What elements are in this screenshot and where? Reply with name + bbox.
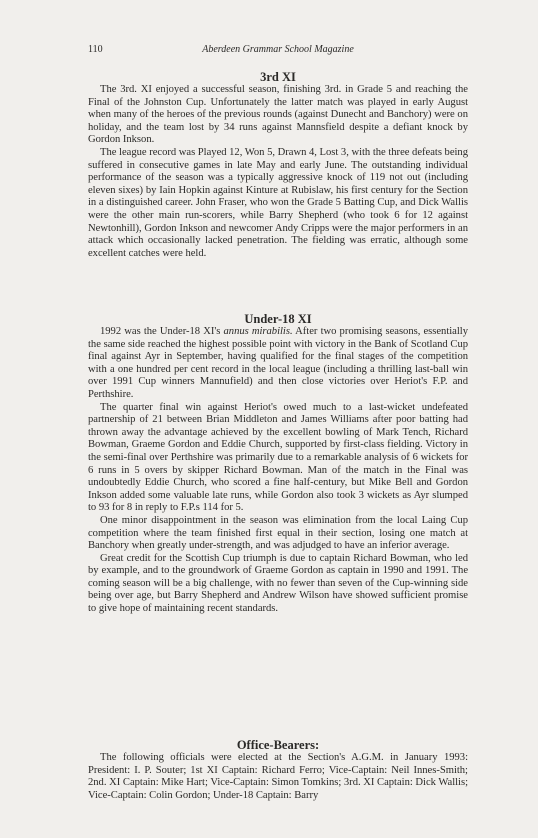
page-number: 110 bbox=[88, 44, 103, 55]
paragraph: The 3rd. XI enjoyed a successful season, finishing 3rd. in Grade 5 and reaching the Final of the Johnston Cup. Unfortunately the latter match was played in early August when many of the heroes of the previous rounds (against Dunecht and Banchory) were on holiday, and the team lost by 34 runs against Mannsfield despite a defiant knock by Gordon Inkson. bbox=[88, 84, 468, 146]
paragraph: The league record was Played 12, Won 5, Drawn 4, Lost 3, with the three defeats being suffered in consecutive games in late May and early June. The outstanding individual performance of the season was a typically aggressive knock of 119 not out (including eleven sixes) by Iain Hopkin against Kinture at Rubislaw, his first century for the Section in a distinguished career. John Fraser, who won the Grade 5 Batting Cup, and Dick Wallis were the other main run-scorers, while Barry Shepherd (who took 6 for 12 against Newtonhill), Gordon Inkson and newcomer Andy Cripps were the major performers in an attack which occasionally lacked penetration. The fielding was erratic, although some excellent catches were held. bbox=[88, 146, 468, 259]
paragraph bbox=[88, 326, 468, 402]
italic-phrase: annus mirabilis. bbox=[223, 326, 293, 337]
paragraph: One minor disappointment in the season was elimination from the local Laing Cup competition where the team finished first equal in their section, losing one match at Banchory when greatly under-strength, and was adjudged to have an inferior average. bbox=[88, 514, 468, 552]
section-heading: 3rd XI bbox=[260, 70, 296, 84]
paragraph: Great credit for the Scottish Cup triumph is due to captain Richard Bowman, who led by example, and to the groundwork of Graeme Gordon as captain in 1990 and 1991. The coming season will be a big challenge, with no fewer than seven of the Cup-winning side being over age, but Barry Shepherd and Andrew Wilson have showed sufficient promise to give hope of maintaining recent standards. bbox=[88, 552, 468, 615]
paragraph: The following officials were elected at the Section's A.G.M. in January 1993: President: I. P. Souter; 1st XI Captain: Richard Ferro; Vice-Captain: Neil Innes-Smith; 2nd. XI Captain: Mike Hart; Vice-Captain: Simon Tomkins; 3rd. XI Captain: Dick Wallis; Vice-Captain: Colin Gordon; Under-18 Captain: Barry bbox=[88, 752, 468, 801]
text-run: After two promising seasons, essentially the same side reached the highest possible point with victory in the Bank of Scotland Cup final against Ayr in September, having qualified for the final stages of the competition with a one hundred per cent record in the local league (including a thrilling last-ball win over 1991 Cup winners Mannufield) and then close victories over Heriot's F.P. and Perthshire. bbox=[88, 326, 468, 400]
page-header bbox=[88, 44, 468, 58]
section-heading: Office-Bearers: bbox=[236, 738, 320, 752]
section-3rd-xi bbox=[88, 70, 468, 260]
section-office-bearers bbox=[88, 738, 468, 802]
section-under-18-xi bbox=[88, 312, 468, 616]
section-heading: Under-18 XI bbox=[244, 312, 312, 326]
paragraph: The quarter final win against Heriot's owed much to a last-wicket undefeated partnership of 21 between Brian Middleton and James Williams after poor batting had thrown away the advantage achieved by the excellent bowling of Mark Tench, Richard Bowman, Graeme Gordon and Eddie Church, supported by first-class fielding. Victory in the semi-final over Perthshire was primarily due to a remarkable analysis of 6 wickets for 6 runs in 5 overs by skipper Richard Bowman. Man of the match in the Final was undoubtedly Eddie Church, who scored a fine half-century, but Mike Bell and Gordon Inkson added some valuable late runs, while Gordon also took 3 wickets as Ayr slumped to 93 for 8 in reply to F.P.s 114 for 5. bbox=[88, 401, 468, 514]
text-run: 1992 was the Under-18 XI's bbox=[100, 326, 224, 337]
running-title: Aberdeen Grammar School Magazine bbox=[202, 44, 354, 55]
